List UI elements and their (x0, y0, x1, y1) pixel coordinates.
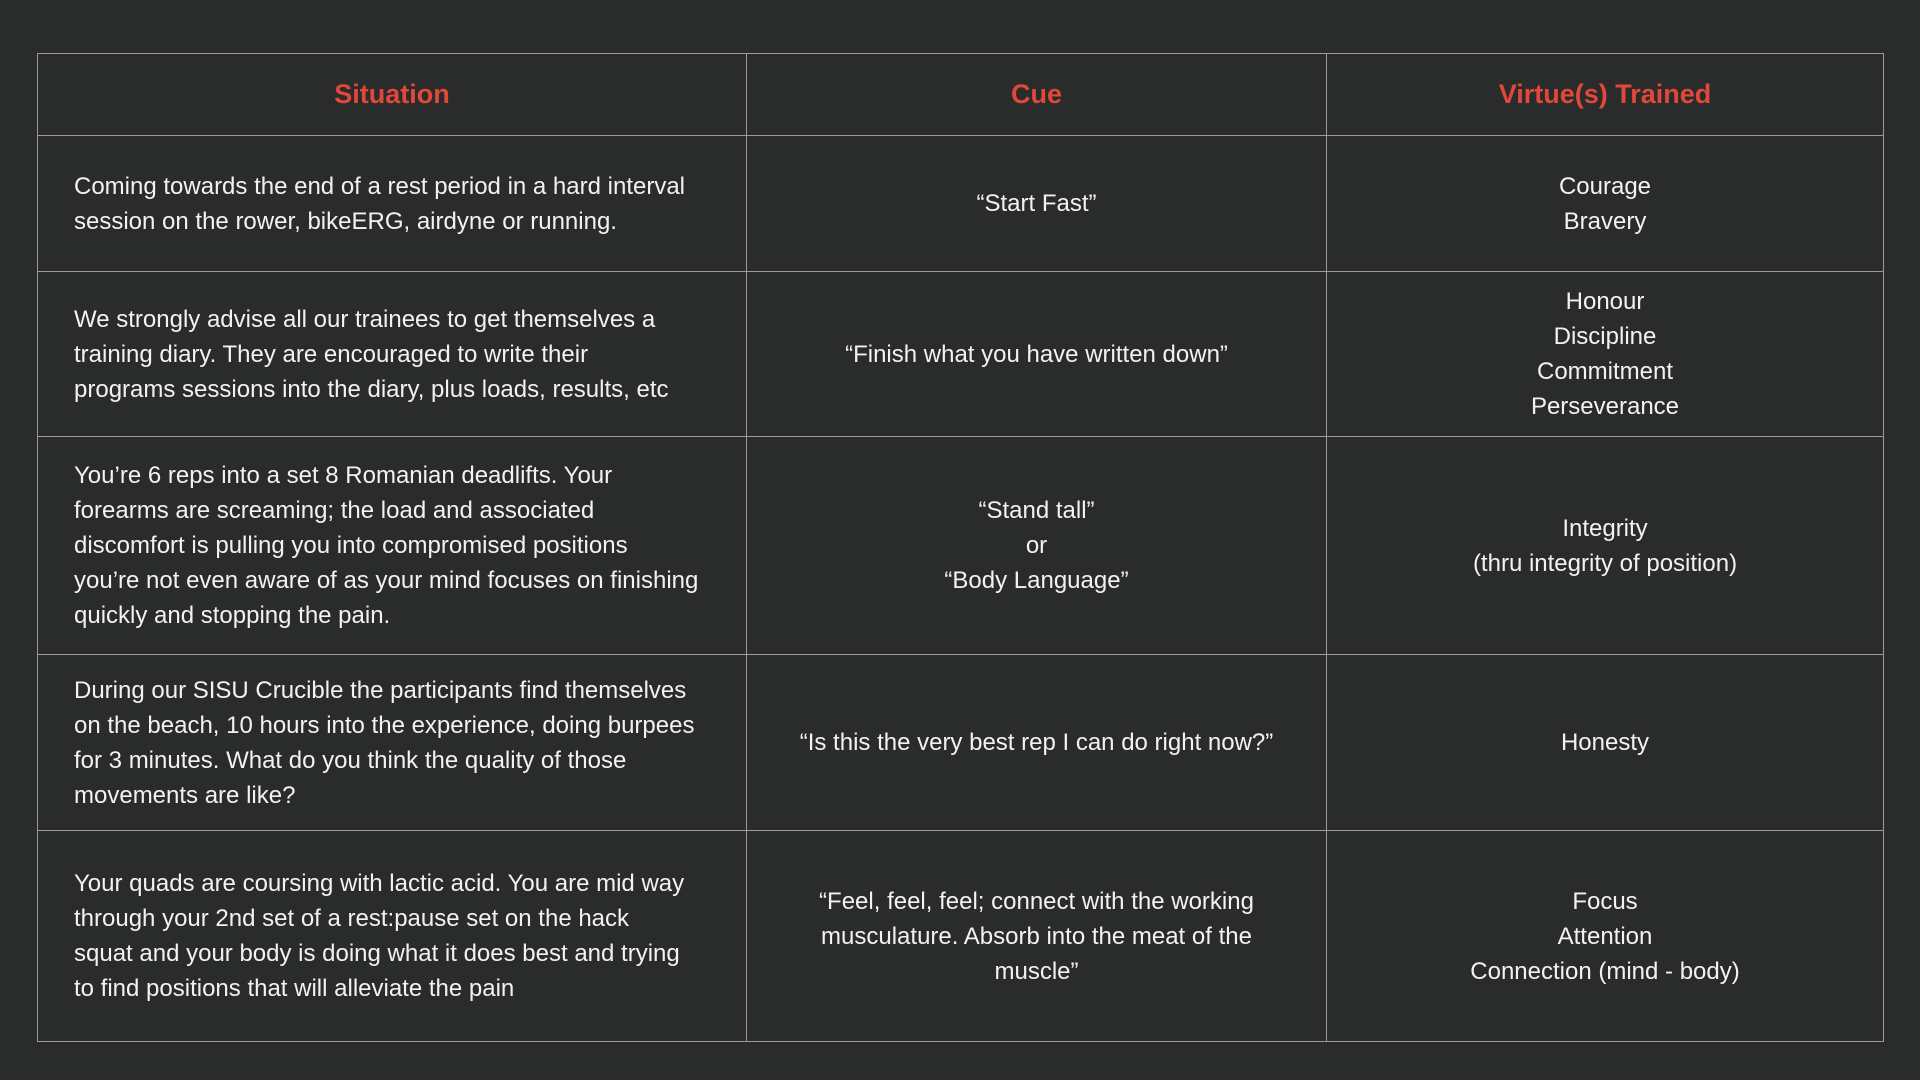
virtues-line: Integrity (1562, 514, 1648, 542)
situation-line: through your 2nd set of a rest:pause set on the hack (74, 905, 630, 932)
cue-line: “Body Language” (944, 567, 1129, 594)
situation-line: movements are like? (74, 781, 296, 809)
situation-cell (38, 437, 747, 655)
table-row (38, 655, 1884, 831)
virtues-line: Focus (1572, 887, 1638, 915)
situation-line: Coming towards the end of a rest period in a hard interval (74, 172, 686, 200)
cue-cell (747, 655, 1327, 831)
situation-line: for 3 minutes. What do you think the quality of those (74, 746, 627, 774)
situation-line: on the beach, 10 hours into the experience, doing burpees (74, 711, 695, 739)
table-row (38, 437, 1884, 655)
virtues-cell (1327, 437, 1884, 655)
cue-line: muscle” (994, 957, 1079, 985)
header-row (38, 54, 1884, 136)
cue-line: or (1025, 532, 1048, 559)
cue-cell (747, 272, 1327, 437)
virtues-line: Connection (mind - body) (1470, 957, 1740, 985)
situation-line: squat and your body is doing what it does best and trying (74, 940, 680, 967)
cue-cell (747, 437, 1327, 655)
cue-line: “Stand tall” (978, 497, 1095, 524)
situation-line: forearms are screaming; the load and associated (74, 497, 595, 524)
situation-line: you’re not even aware of as your mind focuses on finishing (74, 567, 699, 594)
virtues-cell (1327, 272, 1884, 437)
cue-line: “Is this the very best rep I can do right now?” (799, 729, 1274, 756)
cue-cell (747, 136, 1327, 272)
virtues-cell (1327, 655, 1884, 831)
situation-line: Your quads are coursing with lactic acid. You are mid way (74, 870, 685, 897)
table-body (38, 136, 1884, 1042)
situation-line: to find positions that will alleviate the pain (74, 975, 515, 1002)
situation-cell (38, 655, 747, 831)
virtues-line: Attention (1557, 922, 1653, 950)
cue-line: “Finish what you have written down” (845, 340, 1228, 368)
virtues-cell (1327, 136, 1884, 272)
header-virtues: Virtue(s) Trained (1327, 54, 1884, 136)
situation-line: During our SISU Crucible the participants find themselves (74, 676, 687, 704)
virtues-table (37, 53, 1884, 1042)
table-row (38, 831, 1884, 1042)
header-situation: Situation (38, 54, 747, 136)
situation-line: quickly and stopping the pain. (74, 602, 391, 629)
cue-cell (747, 831, 1327, 1042)
cue-line: “Start Fast” (976, 190, 1097, 217)
situation-line: programs sessions into the diary, plus loads, results, etc (74, 375, 669, 403)
virtues-line: Perseverance (1530, 393, 1680, 420)
virtues-cell (1327, 831, 1884, 1042)
situation-line: discomfort is pulling you into compromised positions (74, 532, 628, 559)
virtues-line: Discipline (1553, 323, 1657, 350)
situation-cell (38, 272, 747, 437)
table-row (38, 136, 1884, 272)
virtues-line: Bravery (1563, 207, 1647, 235)
situation-line: training diary. They are encouraged to write their (74, 340, 589, 368)
virtues-line: (thru integrity of position) (1472, 549, 1738, 577)
virtues-table-container (37, 53, 1883, 1042)
virtues-line: Honour (1565, 288, 1645, 315)
situation-line: session on the rower, bikeERG, airdyne or running. (74, 207, 617, 235)
table-row (38, 272, 1884, 437)
situation-cell (38, 136, 747, 272)
situation-cell (38, 831, 747, 1042)
situation-line: We strongly advise all our trainees to get themselves a (74, 305, 656, 333)
header-cue: Cue (747, 54, 1327, 136)
virtues-line: Courage (1558, 172, 1652, 200)
cue-line: “Feel, feel, feel; connect with the working (819, 887, 1254, 915)
virtues-line: Commitment (1536, 358, 1674, 385)
cue-line: musculature. Absorb into the meat of the (821, 922, 1252, 950)
situation-line: You’re 6 reps into a set 8 Romanian deadlifts. Your (74, 462, 613, 489)
virtues-line: Honesty (1560, 729, 1650, 756)
